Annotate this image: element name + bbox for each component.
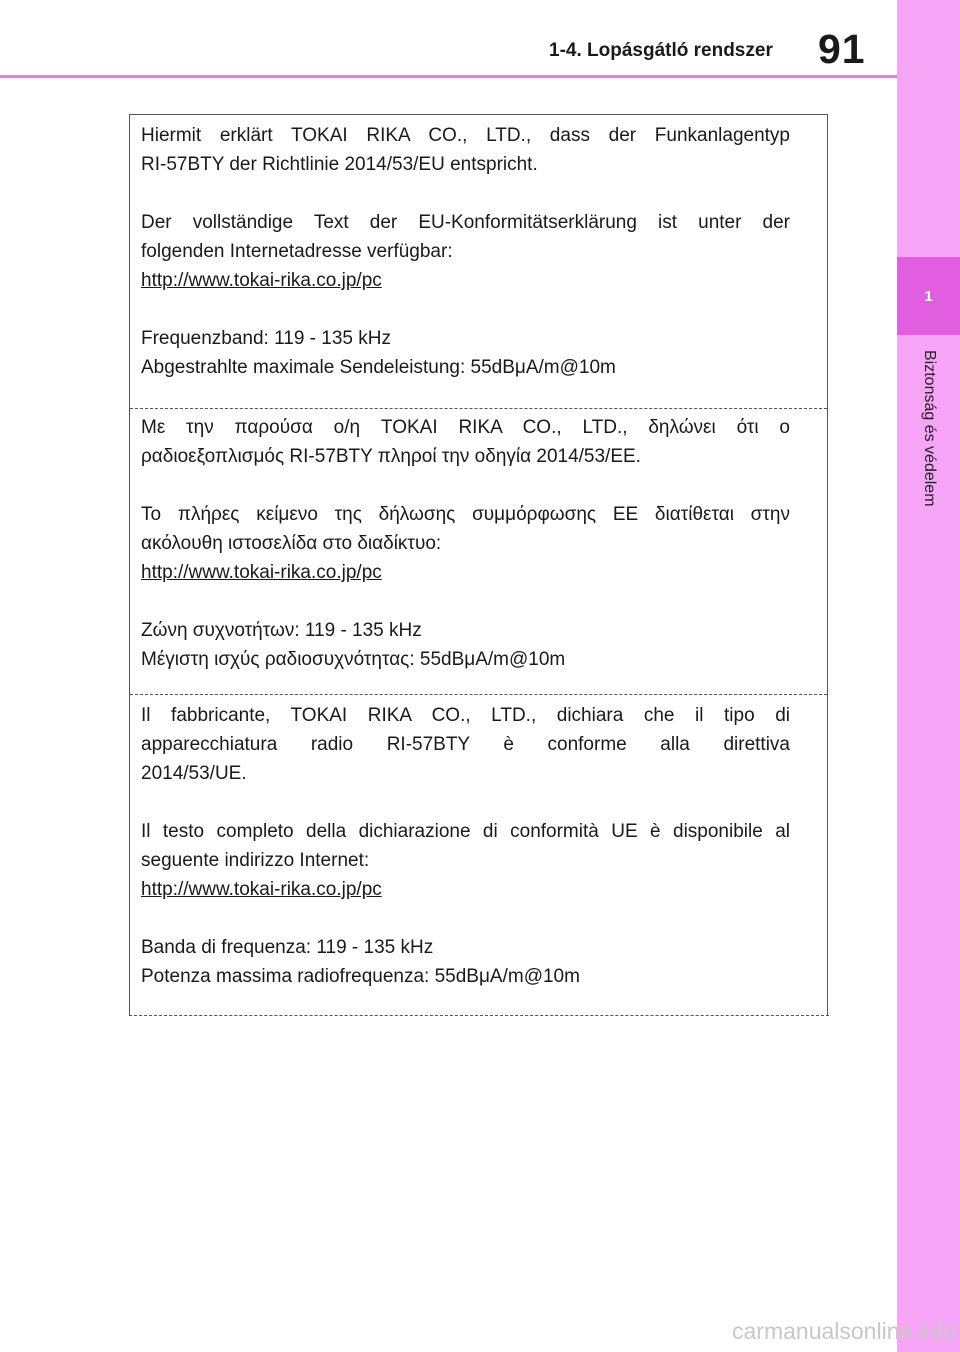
text-line: Με την παρούσα ο/η TOKAI RIKA CO., LTD., δηλώνει ότι ο <box>141 417 790 438</box>
declaration-link[interactable]: http://www.tokai-rika.co.jp/pc <box>141 270 382 291</box>
section-divider <box>130 694 827 695</box>
specs-paragraph <box>141 324 790 382</box>
chapter-number-box <box>897 257 960 335</box>
text-line: Το πλήρες κείμενο της δήλωσης συμμόρφωσης ΕΕ διατίθεται στην <box>141 504 790 525</box>
info-paragraph <box>141 208 790 295</box>
spec-line: Abgestrahlte maximale Sendeleistung: 55dBμA/m@10m <box>141 357 616 378</box>
page-number: 91 <box>818 26 866 72</box>
text-line: apparecchiatura radio RI-57BTY è conforme alla direttiva <box>141 734 790 755</box>
text-line: seguente indirizzo Internet: <box>141 850 370 871</box>
declaration-italian <box>141 701 790 1020</box>
box-bottom-rule <box>129 1015 829 1016</box>
spec-line: Frequenzband: 119 - 135 kHz <box>141 328 391 349</box>
text-line: RI-57BTY der Richtlinie 2014/53/EU entspricht. <box>141 154 538 175</box>
chapter-side-tab <box>897 0 960 1352</box>
text-line: Der vollständige Text der EU-Konformitätserklärung ist unter der <box>141 212 790 233</box>
watermark: carmanualsonline.info <box>732 1318 956 1344</box>
specs-paragraph <box>141 616 790 674</box>
specs-paragraph <box>141 933 790 991</box>
declaration-greek <box>141 413 790 703</box>
text-line: Il testo completo della dichiarazione di conformità UE è disponibile al <box>141 821 790 842</box>
declaration-link[interactable]: http://www.tokai-rika.co.jp/pc <box>141 879 382 900</box>
spec-line: Μέγιστη ισχύς ραδιοσυχνότητας: 55dBμA/m@10m <box>141 649 566 670</box>
intro-paragraph <box>141 413 790 471</box>
declaration-german <box>141 121 790 411</box>
text-line: Hiermit erklärt TOKAI RIKA CO., LTD., dass der Funkanlagentyp <box>141 125 790 146</box>
chapter-title: Biztonság és védelem <box>921 350 938 507</box>
text-line: 2014/53/UE. <box>141 763 247 784</box>
text-line: Il fabbricante, TOKAI RIKA CO., LTD., dichiara che il tipo di <box>141 705 790 726</box>
text-line: ακόλουθη ιστοσελίδα στο διαδίκτυο: <box>141 533 442 554</box>
intro-paragraph <box>141 701 790 788</box>
declaration-link[interactable]: http://www.tokai-rika.co.jp/pc <box>141 562 382 583</box>
spec-line: Potenza massima radiofrequenza: 55dBμA/m@10m <box>141 966 580 987</box>
section-divider <box>130 408 827 409</box>
spec-line: Ζώνη συχνοτήτων: 119 - 135 kHz <box>141 620 422 641</box>
header-rule <box>0 75 897 78</box>
spec-line: Banda di frequenza: 119 - 135 kHz <box>141 937 434 958</box>
info-paragraph <box>141 817 790 904</box>
text-line: folgenden Internetadresse verfügbar: <box>141 241 453 262</box>
intro-paragraph <box>141 121 790 179</box>
info-paragraph <box>141 500 790 587</box>
text-line: ραδιοεξοπλισμός RI-57BTY πληροί την οδηγία 2014/53/ΕΕ. <box>141 446 641 467</box>
section-title: 1-4. Lopásgátló rendszer <box>549 40 773 61</box>
chapter-number: 1 <box>924 287 933 305</box>
declaration-box <box>129 114 828 1015</box>
